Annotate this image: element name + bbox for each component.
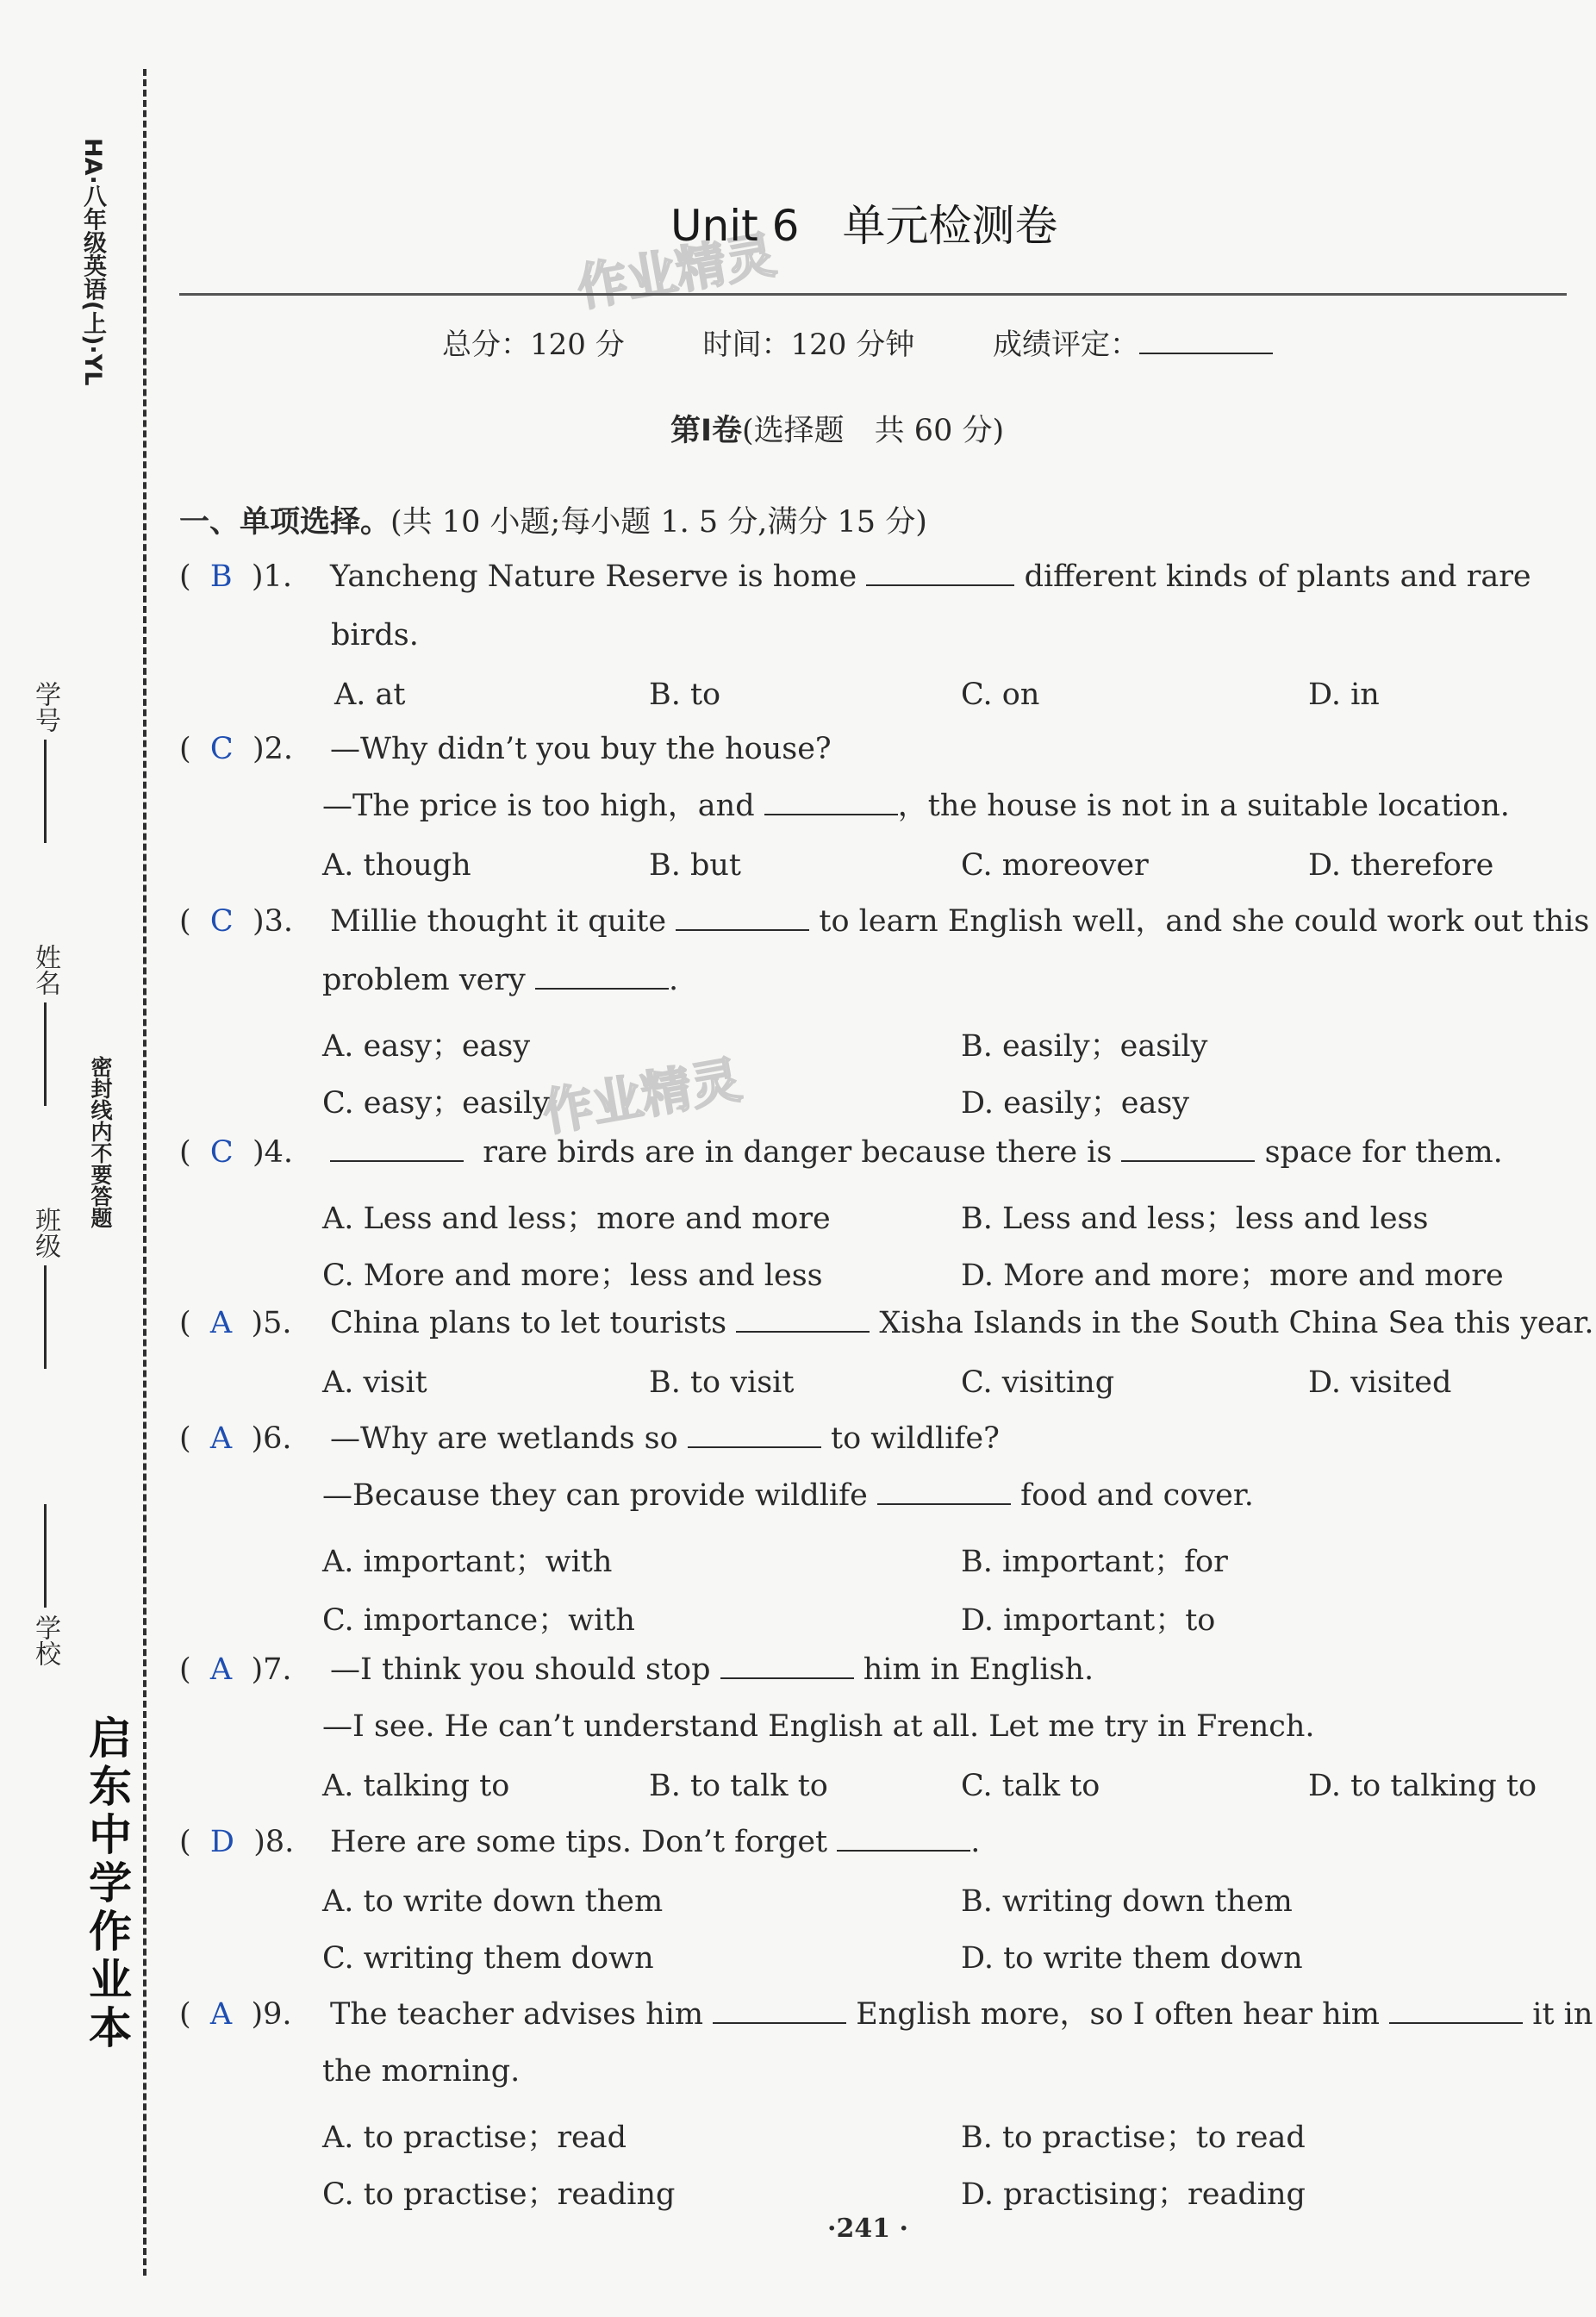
blank[interactable]	[837, 1827, 970, 1852]
grade-label: 成绩评定：	[993, 328, 1140, 362]
option[interactable]: C. visiting	[961, 1365, 1115, 1400]
option[interactable]: D. visited	[1308, 1365, 1452, 1400]
option[interactable]: A. at	[334, 678, 406, 712]
question-1: ( B )1. Yancheng Nature Reserve is home different kinds of plants and rare	[179, 559, 1531, 594]
blank[interactable]	[713, 2000, 846, 2024]
answer: C	[209, 732, 234, 766]
answer: D	[209, 1825, 234, 1859]
option[interactable]: B. but	[649, 848, 741, 883]
option[interactable]: D. therefore	[1308, 848, 1494, 883]
blank[interactable]	[676, 907, 809, 931]
answer: A	[209, 1997, 233, 2032]
answer: A	[209, 1306, 233, 1340]
part-title: 第Ⅰ卷(选择题 共 60 分)	[670, 414, 1005, 448]
question-5: ( A )5. China plans to let tourists Xisha Islands in the South China Sea this year.	[179, 1306, 1594, 1340]
title-divider	[179, 293, 1567, 296]
question-7-cont: —I see. He can’t understand English at all. Let me try in French.	[322, 1709, 1315, 1744]
answer: C	[209, 1135, 234, 1170]
option[interactable]: B. to practise；to read	[961, 2120, 1306, 2155]
answer: B	[209, 559, 233, 594]
brand-name: 启东中学作业本	[82, 1715, 132, 2053]
time-limit: 时间：120 分钟	[702, 328, 915, 362]
option[interactable]: C. to practise；reading	[322, 2177, 676, 2212]
option[interactable]: D. to write them down	[961, 1941, 1303, 1976]
option[interactable]: D. to talking to	[1308, 1769, 1537, 1803]
option[interactable]: A. to practise；read	[322, 2120, 627, 2155]
option[interactable]: A. easy；easy	[322, 1029, 531, 1064]
question-8: ( D )8. Here are some tips. Don’t forget .	[179, 1825, 981, 1859]
blank[interactable]	[736, 1308, 870, 1333]
answer: C	[209, 904, 234, 939]
blank[interactable]	[688, 1424, 821, 1448]
question-7: ( A )7. —I think you should stop him in English.	[179, 1652, 1094, 1687]
question-2: ( C )2. —Why didn’t you buy the house?	[179, 732, 832, 766]
section-title: 一、单项选择。(共 10 小题;每小题 1. 5 分,满分 15 分)	[179, 505, 927, 540]
question-6: ( A )6. —Why are wetlands so to wildlife?	[179, 1421, 1000, 1456]
option[interactable]: B. writing down them	[961, 1884, 1293, 1919]
option[interactable]: D. easily；easy	[961, 1086, 1190, 1121]
seal-warning: 密封线内不要答题	[88, 1056, 113, 1228]
question-2-cont: —The price is too high，and ，the house is not in a suitable location.	[322, 789, 1510, 823]
option[interactable]: B. easily；easily	[961, 1029, 1208, 1064]
option[interactable]: C. easy；easily	[322, 1086, 550, 1121]
page-number: ·241 ·	[827, 2214, 908, 2244]
option[interactable]: A. important；with	[322, 1545, 613, 1579]
option[interactable]: C. on	[961, 678, 1040, 712]
option[interactable]: C. moreover	[961, 848, 1149, 883]
option[interactable]: A. talking to	[322, 1769, 510, 1803]
class-field[interactable]: 班级	[26, 1207, 64, 1369]
question-9-cont: the morning.	[322, 2054, 521, 2089]
book-label: HA·八年级英语(上)·YL	[79, 138, 106, 386]
option[interactable]: C. More and more；less and less	[322, 1258, 823, 1293]
exam-info	[442, 321, 1273, 363]
option[interactable]: B. important；for	[961, 1545, 1228, 1579]
option[interactable]: B. to talk to	[649, 1769, 828, 1803]
blank[interactable]	[330, 1138, 464, 1162]
option[interactable]: D. More and more；more and more	[961, 1258, 1504, 1293]
option[interactable]: D. important；to	[961, 1603, 1216, 1638]
option[interactable]: C. importance；with	[322, 1603, 635, 1638]
question-3: ( C )3. Millie thought it quite to learn English well，and she could work out this	[179, 904, 1590, 939]
question-3-cont: problem very .	[322, 963, 679, 997]
option[interactable]: A. to write down them	[322, 1884, 664, 1919]
binding-margin	[0, 0, 172, 2317]
blank[interactable]	[866, 562, 1014, 586]
blank[interactable]	[877, 1481, 1011, 1505]
answer: A	[209, 1652, 233, 1687]
grade-blank[interactable]	[1139, 328, 1273, 354]
question-6-cont: —Because they can provide wildlife food and cover.	[322, 1478, 1254, 1513]
blank[interactable]	[1121, 1138, 1255, 1162]
option[interactable]: D. in	[1308, 678, 1380, 712]
option[interactable]: A. though	[322, 848, 471, 883]
student-number-field[interactable]: 学号	[26, 681, 64, 843]
seal-dashed-line	[143, 69, 147, 2276]
total-score: 总分：120 分	[442, 328, 625, 362]
option[interactable]: B. to visit	[649, 1365, 795, 1400]
option[interactable]: A. Less and less；more and more	[322, 1202, 831, 1236]
option[interactable]: A. visit	[322, 1365, 427, 1400]
option[interactable]: C. writing them down	[322, 1941, 654, 1976]
option[interactable]: B. Less and less；less and less	[961, 1202, 1429, 1236]
blank[interactable]	[720, 1655, 854, 1679]
option[interactable]: B. to	[649, 678, 721, 712]
question-4: ( C )4. rare birds are in danger because there is space for them.	[179, 1135, 1503, 1170]
school-field[interactable]: 学校	[26, 1504, 64, 1666]
answer: A	[209, 1421, 233, 1456]
question-1-cont: birds.	[331, 618, 419, 653]
option[interactable]: C. talk to	[961, 1769, 1100, 1803]
option[interactable]: D. practising；reading	[961, 2177, 1306, 2212]
watermark: 作业精灵	[572, 225, 781, 318]
blank[interactable]	[535, 965, 669, 990]
question-9: ( A )9. The teacher advises him English more，so I often hear him it in	[179, 1997, 1593, 2032]
blank[interactable]	[764, 791, 898, 815]
name-field[interactable]: 姓名	[26, 944, 64, 1106]
blank[interactable]	[1389, 2000, 1523, 2024]
watermark: 作业精灵	[538, 1050, 746, 1143]
page-title: Unit 6 单元检测卷	[670, 201, 1058, 251]
